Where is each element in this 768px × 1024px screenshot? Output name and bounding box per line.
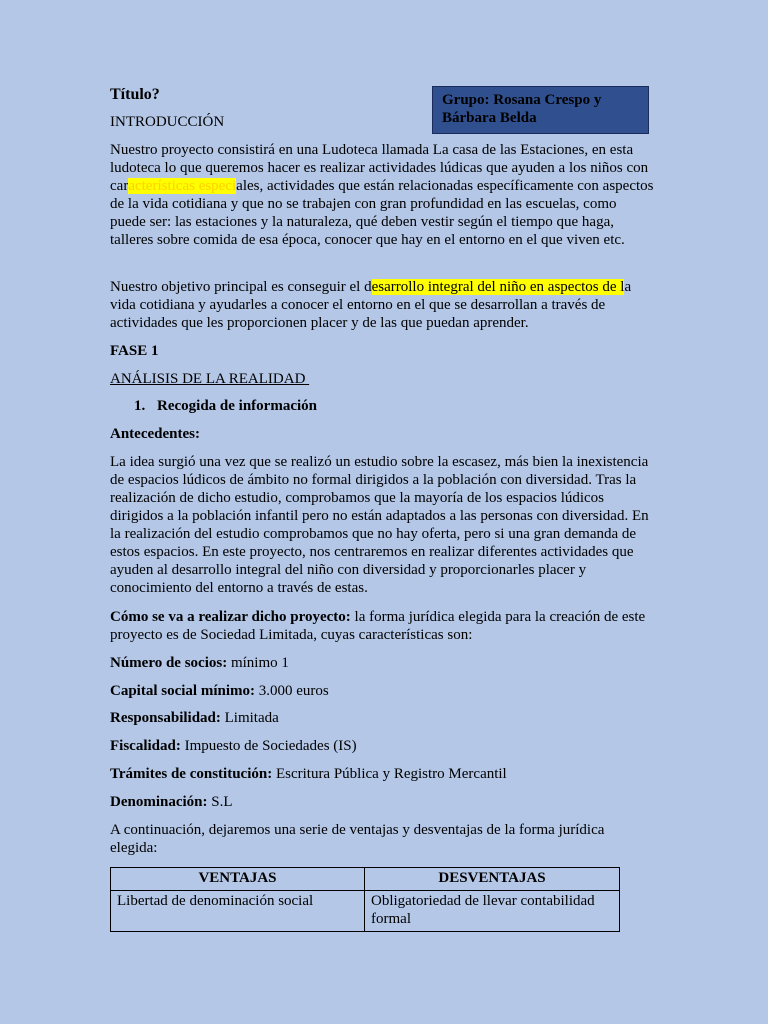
header-desventajas: DESVENTAJAS bbox=[365, 868, 620, 891]
fact-denominacion: Denominación: S.L bbox=[110, 794, 233, 810]
advantages-table bbox=[110, 867, 620, 932]
analysis-heading: ANÁLISIS DE LA REALIDAD bbox=[110, 371, 310, 387]
group-box: Grupo: Rosana Crespo y Bárbara Belda bbox=[432, 86, 649, 134]
table-cell: Libertad de denominación social bbox=[111, 891, 365, 932]
como-paragraph: Cómo se va a realizar dicho proyecto: la forma jurídica elegida para la creación de este proyecto es de Sociedad Limitada, cuyas características son: bbox=[110, 609, 646, 643]
fact-tramites: Trámites de constitución: Escritura Pública y Registro Mercantil bbox=[110, 766, 507, 782]
header-ventajas: VENTAJAS bbox=[111, 868, 365, 891]
table-cell: Obligatoriedad de llevar contabilidad formal bbox=[365, 891, 620, 932]
phase-heading: FASE 1 bbox=[110, 343, 159, 359]
table-row bbox=[111, 891, 620, 932]
continuation-paragraph: A continuación, dejaremos una serie de ventajas y desventajas de la forma jurídica elegida: bbox=[110, 822, 605, 856]
fact-capital: Capital social mínimo: 3.000 euros bbox=[110, 683, 329, 699]
antecedentes-paragraph: La idea surgió una vez que se realizó un estudio sobre la escasez, más bien la inexistencia de espacios lúdicos de ámbito no formal dirigidos a la población con diversidad. Tras la realización de dicho estudio, comprobamos que la mayoría de los espacios lúdicos dirigidos a la población infantil pero no están adaptados a las personas con diversidad. En la realización del estudio comprobamos que no hay oferta, pero si una gran demanda de estos espacios. En este proyecto, nos centraremos en realizar diferentes actividades que ayuden al desarrollo integral del niño con diversidad y proporcionarles placer y conocimiento del entorno a través de estas. bbox=[110, 454, 649, 596]
fact-responsabilidad: Responsabilidad: Limitada bbox=[110, 710, 279, 726]
intro-heading: INTRODUCCIÓN bbox=[110, 114, 225, 130]
intro-paragraph: Nuestro proyecto consistirá en una Ludoteca llamada La casa de las Estaciones, en esta ludoteca lo que queremos hacer es realizar actividades lúdicas que ayuden a los niños con características especiales, actividades que están relacionadas específicamente con aspectos de la vida cotidiana y que no se trabajen con gran profundidad en las escuelas, como puede ser: las estaciones y la naturaleza, qué deben vestir según el tiempo que haga, talleres sobre comida de esa época, conocer que hay en el entorno en el que viven etc. bbox=[110, 142, 654, 248]
document-title: Título? bbox=[110, 86, 160, 103]
list-item: 1. Recogida de información bbox=[134, 398, 317, 414]
antecedentes-heading: Antecedentes: bbox=[110, 426, 200, 442]
fact-socios: Número de socios: mínimo 1 bbox=[110, 655, 289, 671]
highlighted-text: acterísticas especi bbox=[128, 178, 237, 194]
fact-fiscalidad: Fiscalidad: Impuesto de Sociedades (IS) bbox=[110, 738, 357, 754]
objective-paragraph: Nuestro objetivo principal es conseguir el desarrollo integral del niño en aspectos de la vida cotidiana y ayudarles a conocer el entorno en el que se desarrollan a través de actividades que les proporcionen placer y de las que puedan aprender. bbox=[110, 279, 632, 331]
table-header-row bbox=[111, 868, 620, 891]
highlighted-text: esarrollo integral del niño en aspectos de l bbox=[371, 279, 625, 295]
